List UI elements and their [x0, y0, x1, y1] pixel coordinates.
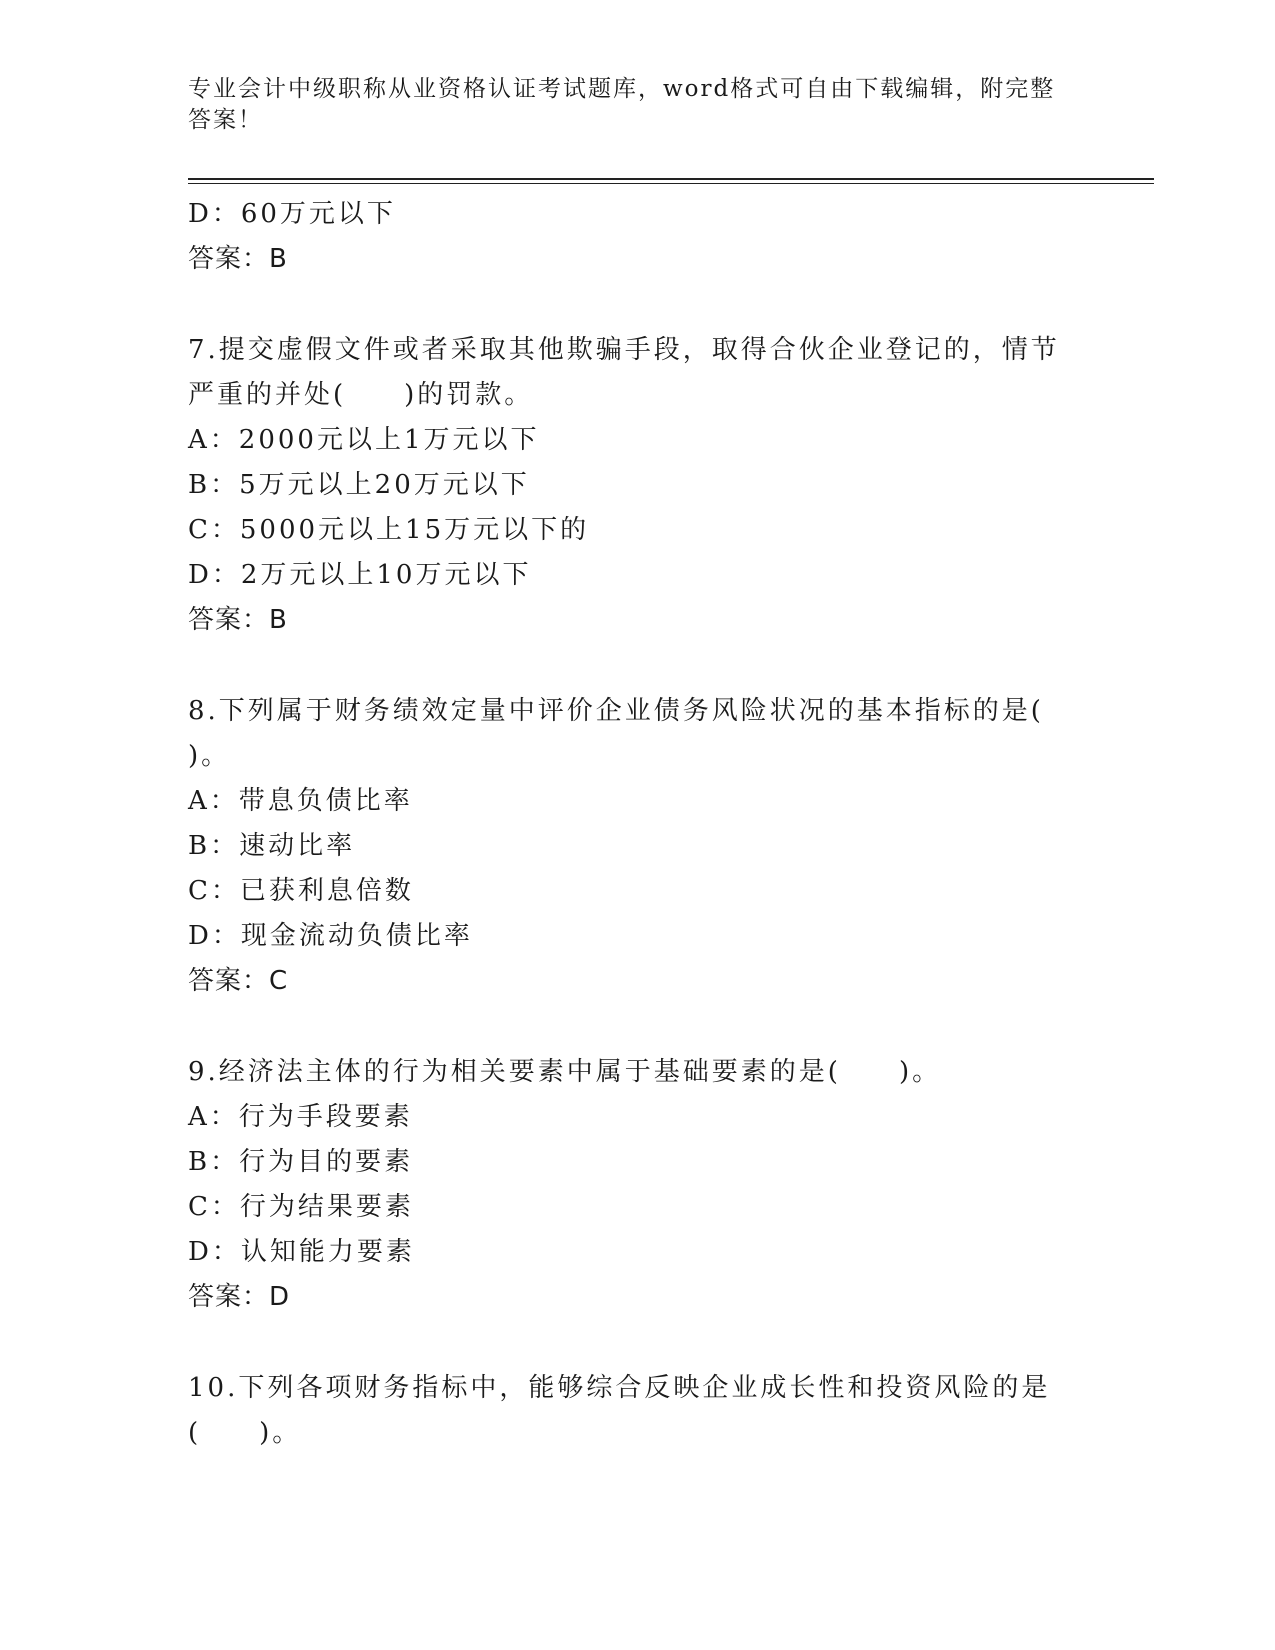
header-rule-thin [188, 183, 1154, 184]
option-d: D：现金流动负债比率 [188, 921, 473, 951]
header-rule-thick [188, 178, 1154, 180]
option-c: C：行为结果要素 [188, 1192, 414, 1222]
option-d: D：60万元以下 [188, 199, 396, 229]
question-10 [188, 1366, 1068, 1456]
option-b: B：速动比率 [188, 831, 356, 861]
option-c: C：5000元以上15万元以下的 [188, 515, 590, 545]
question-stem: 7.提交虚假文件或者采取其他欺骗手段，取得合伙企业登记的，情节 [188, 335, 1060, 365]
prev-question-tail [188, 192, 1068, 282]
answer: 答案：D [188, 1282, 291, 1312]
document-body [188, 192, 1068, 1456]
answer: 答案：B [188, 605, 288, 635]
option-c: C：已获利息倍数 [188, 876, 414, 906]
question-stem: 8.下列属于财务绩效定量中评价企业债务风险状况的基本指标的是( [188, 696, 1044, 726]
option-a: A：2000元以上1万元以下 [188, 425, 540, 455]
question-stem: )。 [188, 741, 231, 771]
question-stem: 严重的并处( )的罚款。 [188, 380, 534, 410]
answer: 答案：B [188, 244, 288, 274]
page-header: 专业会计中级职称从业资格认证考试题库，word格式可自由下载编辑，附完整答案！ [188, 76, 1056, 133]
option-a: A：行为手段要素 [188, 1102, 413, 1132]
question-stem: 10.下列各项财务指标中，能够综合反映企业成长性和投资风险的是 [188, 1373, 1051, 1403]
question-8 [188, 689, 1068, 1004]
option-b: B：行为目的要素 [188, 1147, 414, 1177]
question-stem: 9.经济法主体的行为相关要素中属于基础要素的是( )。 [188, 1057, 942, 1087]
question-7 [188, 328, 1068, 643]
option-d: D：认知能力要素 [188, 1237, 415, 1267]
option-a: A：带息负债比率 [188, 786, 413, 816]
option-d: D：2万元以上10万元以下 [188, 560, 532, 590]
answer: 答案：C [188, 966, 289, 996]
option-b: B：5万元以上20万元以下 [188, 470, 530, 500]
question-stem: ( )。 [188, 1418, 302, 1448]
question-9 [188, 1050, 1068, 1320]
